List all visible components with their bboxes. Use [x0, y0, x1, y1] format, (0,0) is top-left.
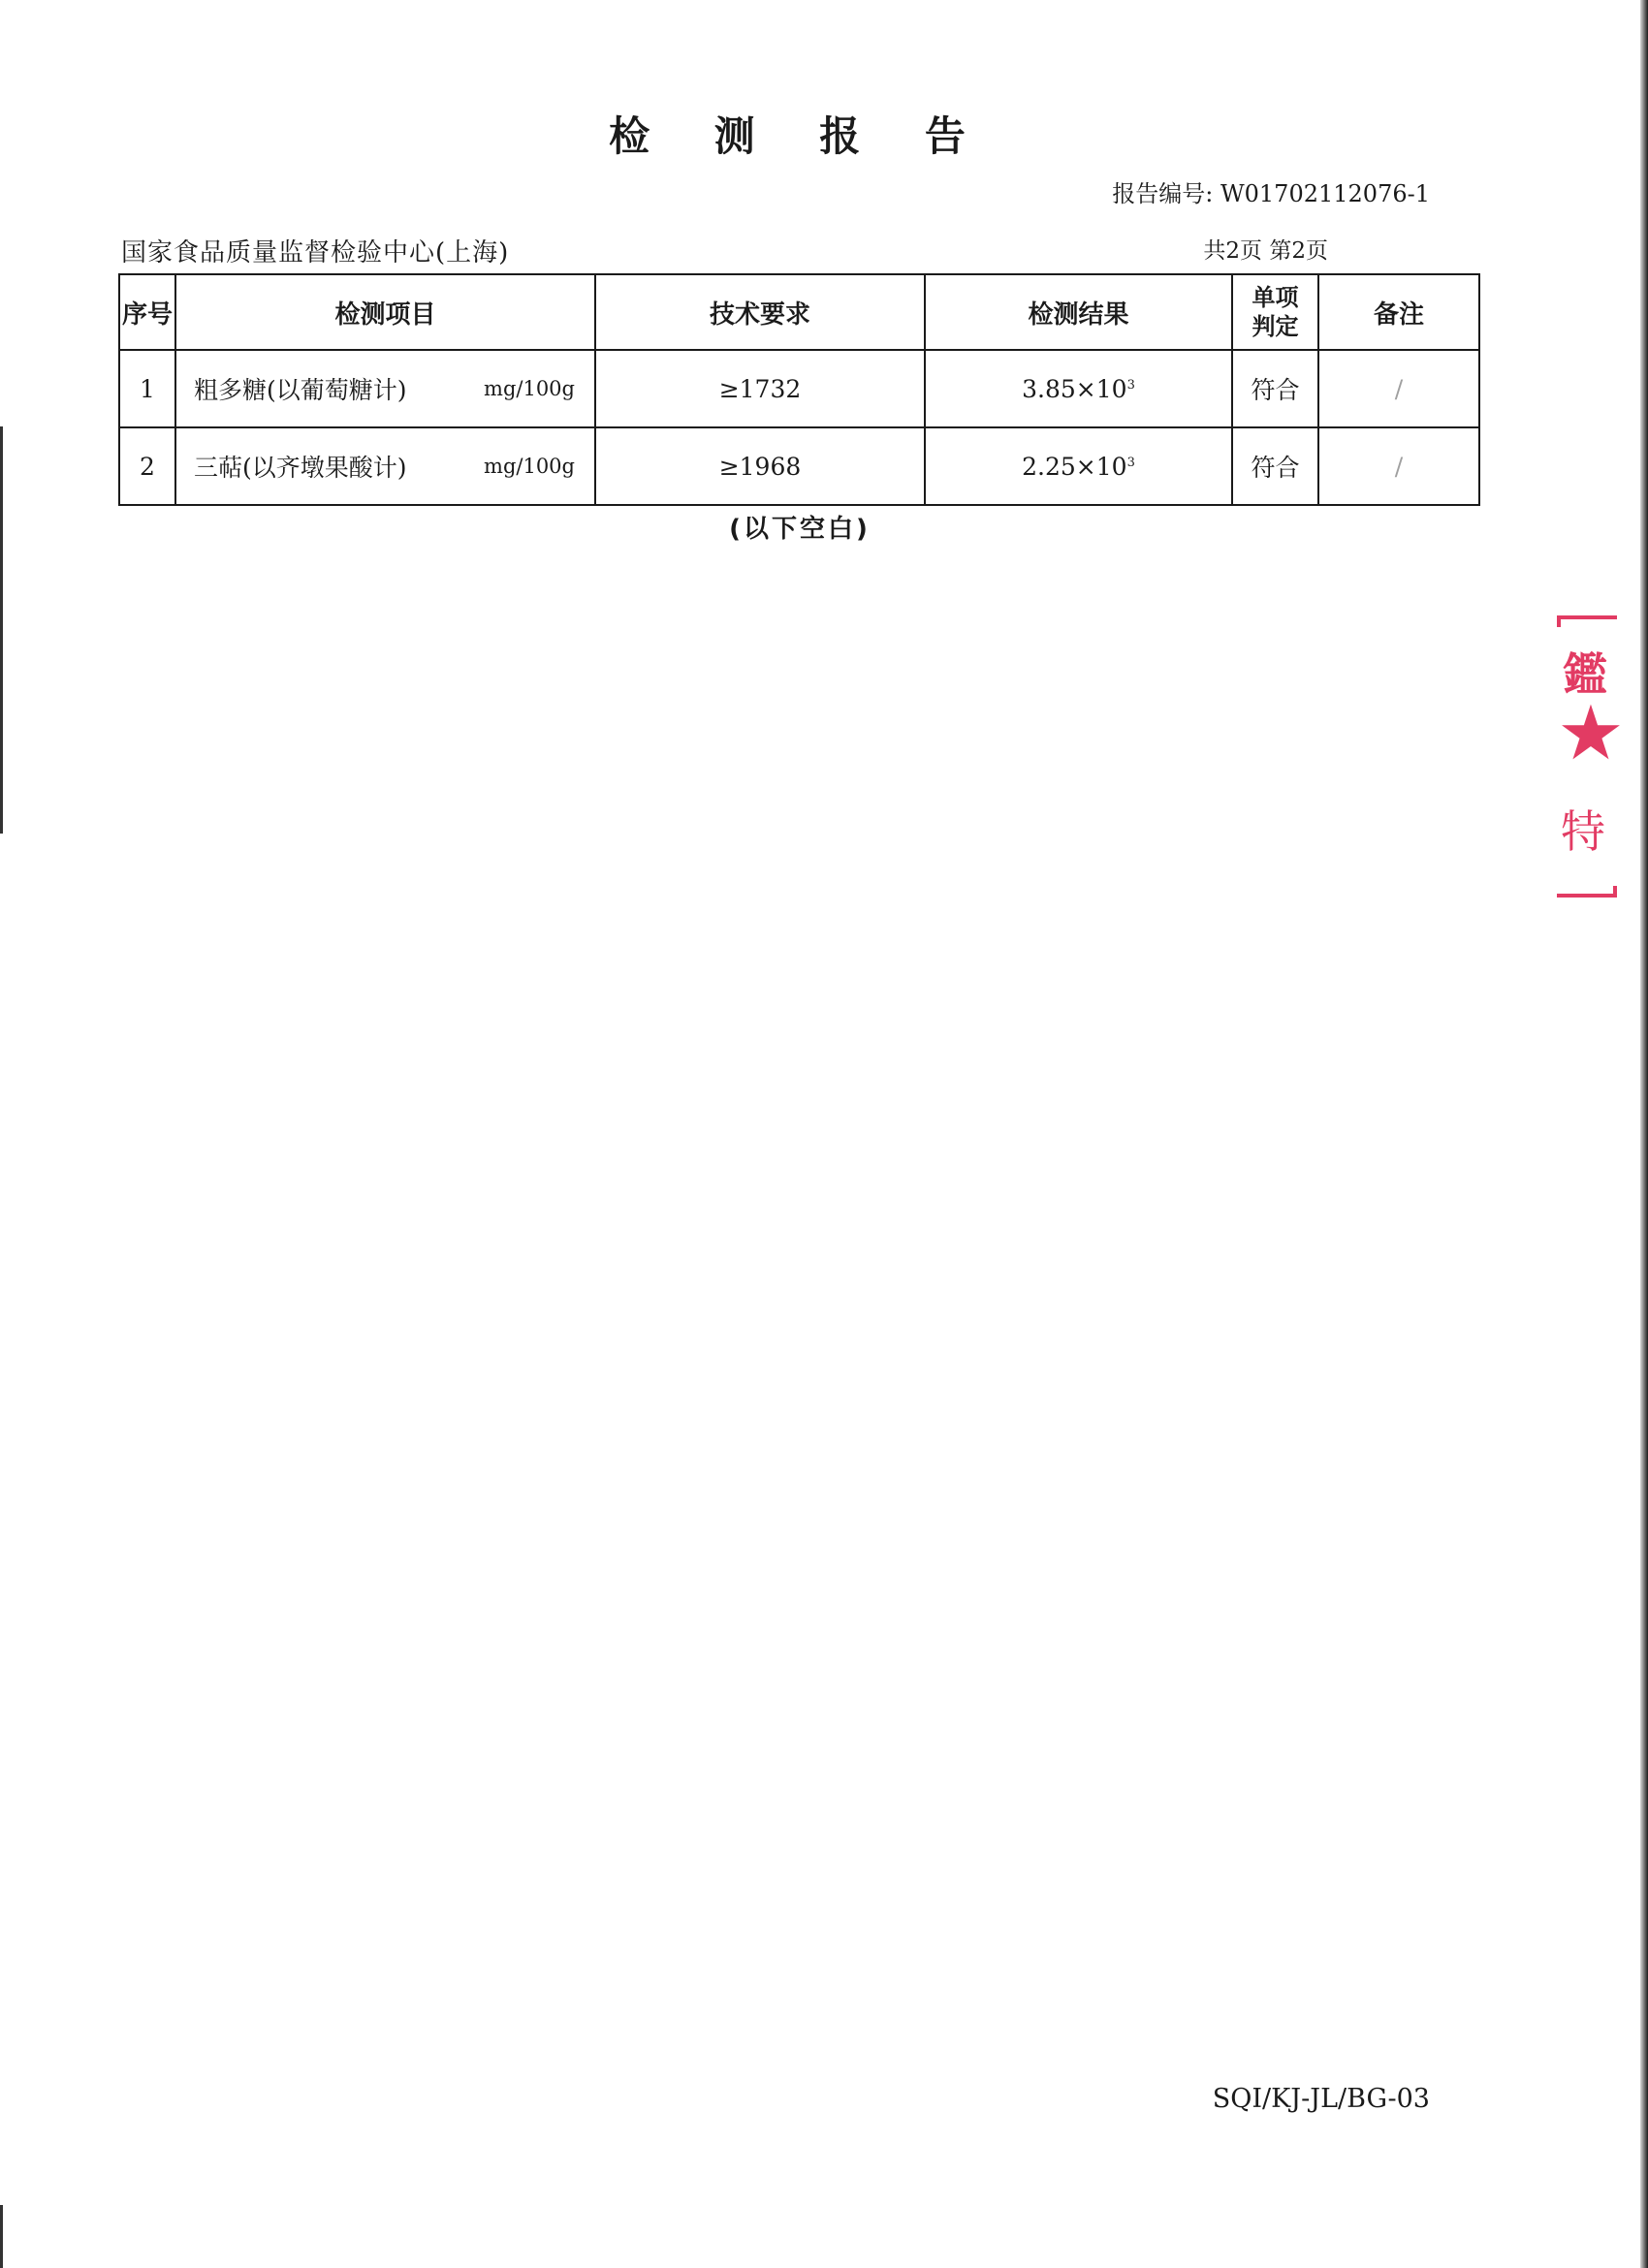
header-judgement-line1: 单项	[1252, 284, 1299, 311]
item-unit: mg/100g	[484, 377, 575, 400]
cell-remark: /	[1318, 350, 1479, 427]
cell-result	[925, 427, 1232, 505]
cell-judgement: 符合	[1232, 350, 1318, 427]
cell-seq: 2	[119, 427, 175, 505]
red-seal-stamp	[1549, 611, 1625, 930]
header-requirement: 技术要求	[595, 274, 925, 350]
cell-seq: 1	[119, 350, 175, 427]
cell-remark: /	[1318, 427, 1479, 505]
report-title: 检 测 报 告	[609, 112, 991, 160]
cell-item	[175, 427, 595, 505]
header-judgement-line2: 判定	[1252, 313, 1299, 340]
organization-name: 国家食品质量监督检验中心(上海)	[121, 238, 510, 268]
result-exponent: 3	[1126, 455, 1135, 470]
scan-edge-left	[0, 426, 3, 834]
cell-requirement: ≥1732	[595, 350, 925, 427]
cell-result	[925, 350, 1232, 427]
table-header-row	[119, 274, 1479, 350]
cell-requirement: ≥1968	[595, 427, 925, 505]
result-base: 3.85×10	[1022, 374, 1127, 403]
scan-edge-left-bottom	[0, 2205, 3, 2268]
item-name: 三萜(以齐墩果酸计)	[194, 454, 407, 482]
page-info: 共2页 第2页	[1203, 238, 1328, 264]
seal-char-top: 鑑	[1563, 648, 1607, 701]
header-result: 检测结果	[925, 274, 1232, 350]
header-item: 检测项目	[175, 274, 595, 350]
cell-item	[175, 350, 595, 427]
scan-edge-right	[1640, 0, 1648, 2268]
item-unit: mg/100g	[484, 455, 575, 478]
blank-below-note: (以下空白)	[729, 515, 871, 544]
header-remark: 备注	[1318, 274, 1479, 350]
seal-bracket-bottom	[1557, 886, 1617, 898]
result-base: 2.25×10	[1022, 452, 1127, 481]
item-name: 粗多糖(以葡萄糖计)	[194, 376, 407, 404]
cell-judgement: 符合	[1232, 427, 1318, 505]
table-row	[119, 350, 1479, 427]
header-judgement	[1232, 274, 1318, 350]
table-row	[119, 427, 1479, 505]
report-number: 报告编号: W01702112076-1	[1112, 180, 1430, 207]
seal-bracket-top	[1557, 615, 1617, 627]
form-code: SQI/KJ-JL/BG-03	[1212, 2084, 1430, 2114]
star-icon: ★	[1557, 690, 1625, 777]
results-table	[118, 273, 1480, 506]
seal-char-bottom: 特	[1561, 805, 1605, 858]
result-exponent: 3	[1126, 377, 1135, 393]
header-seq: 序号	[119, 274, 175, 350]
